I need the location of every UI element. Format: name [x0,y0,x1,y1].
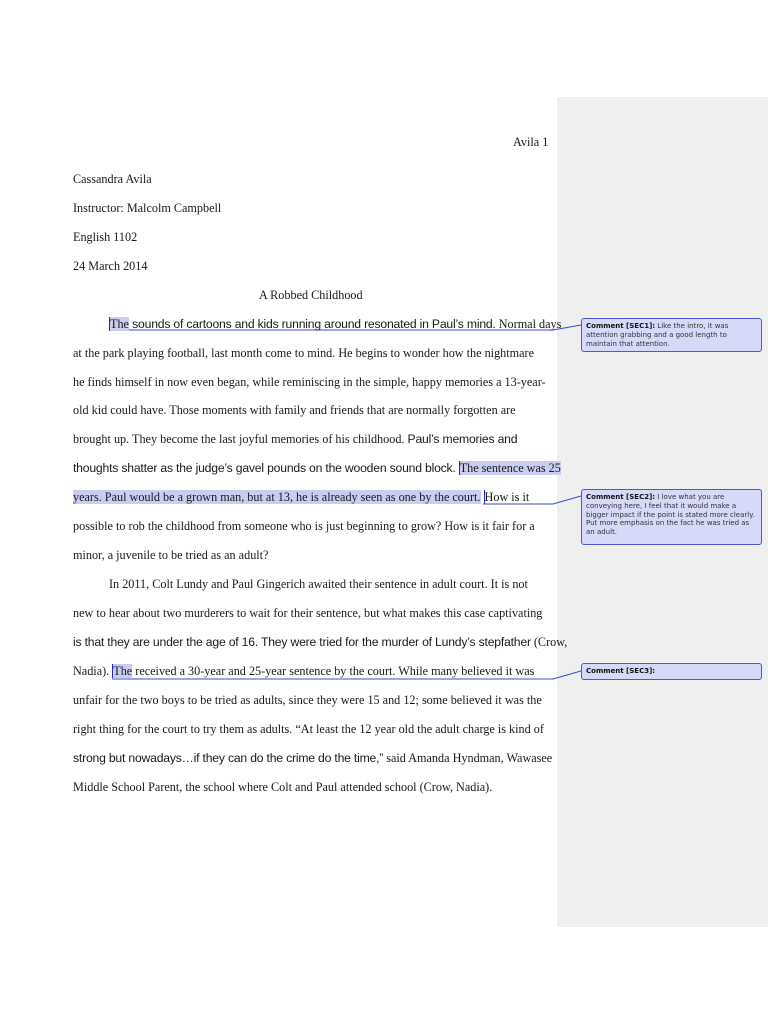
paragraph2-line4 [73,663,534,679]
comment-text: I love what you are conveying here, I feel that it would make a bigger impact if the point is stated more clearly. Put more emphasis on the fact he was tried as an adult. [586,493,755,537]
comment-anchor-sec2[interactable]: The sentence was 25 [459,461,561,475]
paragraph1-line9: minor, a juvenile to be tried as an adult? [73,548,269,562]
text-run: sounds of cartoons and kids running around resonated in Paul’s mind. [128,317,496,331]
course-line: English 1102 [73,230,138,244]
text-run: brought up. They become the last joyful memories of his childhood. [73,432,408,446]
paragraph1-line6 [73,460,561,476]
author-name: Cassandra Avila [73,172,152,186]
text-run: is that they are under the age of 16. They were tried for the murder of Lundy’s stepfather [73,635,531,649]
text-run: said Amanda Hyndman, Wawasee [383,751,553,765]
comment-anchor-sec1[interactable]: The [110,317,129,331]
comment-balloon-sec3[interactable] [581,663,762,680]
date-line: 24 March 2014 [73,259,148,273]
comment-label: Comment [SEC3]: [586,667,656,675]
comment-balloon-sec2[interactable] [581,489,762,545]
text-run: strong but nowadays…if they can do the crime do the time,” [73,751,384,765]
comment-balloon-sec1[interactable] [581,318,762,352]
comment-anchor-sec2-cont[interactable]: years. Paul would be a grown man, but at 13, he is already seen as one by the court. [73,490,481,504]
paragraph1-line5 [73,431,517,447]
paragraph1-line8: possible to rob the childhood from someone who is just beginning to grow? How is it fair for a [73,519,535,533]
paragraph1-line1 [109,316,561,332]
paragraph1-line4: old kid could have. Those moments with family and friends that are normally forgotten are [73,403,516,417]
paragraph1-line2: at the park playing football, last month come to mind. He begins to wonder how the nightmare [73,346,534,360]
text-run: (Crow, [530,635,568,649]
paragraph2-line5: unfair for the two boys to be tried as adults, since they were 15 and 12; some believed it was the [73,693,542,707]
text-run: Normal days [495,317,562,331]
comment-label: Comment [SEC2]: [586,493,656,501]
essay-title: A Robbed Childhood [259,288,363,302]
paragraph2-line6: right thing for the court to try them as adults. “At least the 12 year old the adult charge is kind of [73,722,544,736]
comment-label: Comment [SEC1]: [586,322,656,330]
instructor-line: Instructor: Malcolm Campbell [73,201,222,215]
text-run: Paul’s memories and [407,432,518,446]
paragraph1-line7 [73,489,529,505]
comment-anchor-sec3[interactable]: The [113,664,133,678]
text-run: Nadia). [73,664,113,678]
paragraph1-line3: he finds himself in now even began, while reminiscing in the simple, happy memories a 13-year- [73,375,546,389]
text-run: received a 30-year and 25-year sentence by the court. While many believed it was [132,664,535,678]
paragraph2-line1: In 2011, Colt Lundy and Paul Gingerich awaited their sentence in adult court. It is not [109,577,528,591]
paragraph2-line7 [73,750,552,766]
paragraph2-line2: new to hear about two murderers to wait for their sentence, but what makes this case captivating [73,606,543,620]
text-run: thoughts shatter as the judge’s gavel pounds on the wooden sound block. [73,461,456,475]
text-run: How is it [484,490,530,504]
paragraph2-line3 [73,634,567,650]
page-number-header: Avila 1 [513,135,549,149]
comment-text: Like the intro, it was attention grabbing and a good length to maintain that attention. [586,322,729,348]
paragraph2-line8: Middle School Parent, the school where Colt and Paul attended school (Crow, Nadia). [73,780,493,794]
